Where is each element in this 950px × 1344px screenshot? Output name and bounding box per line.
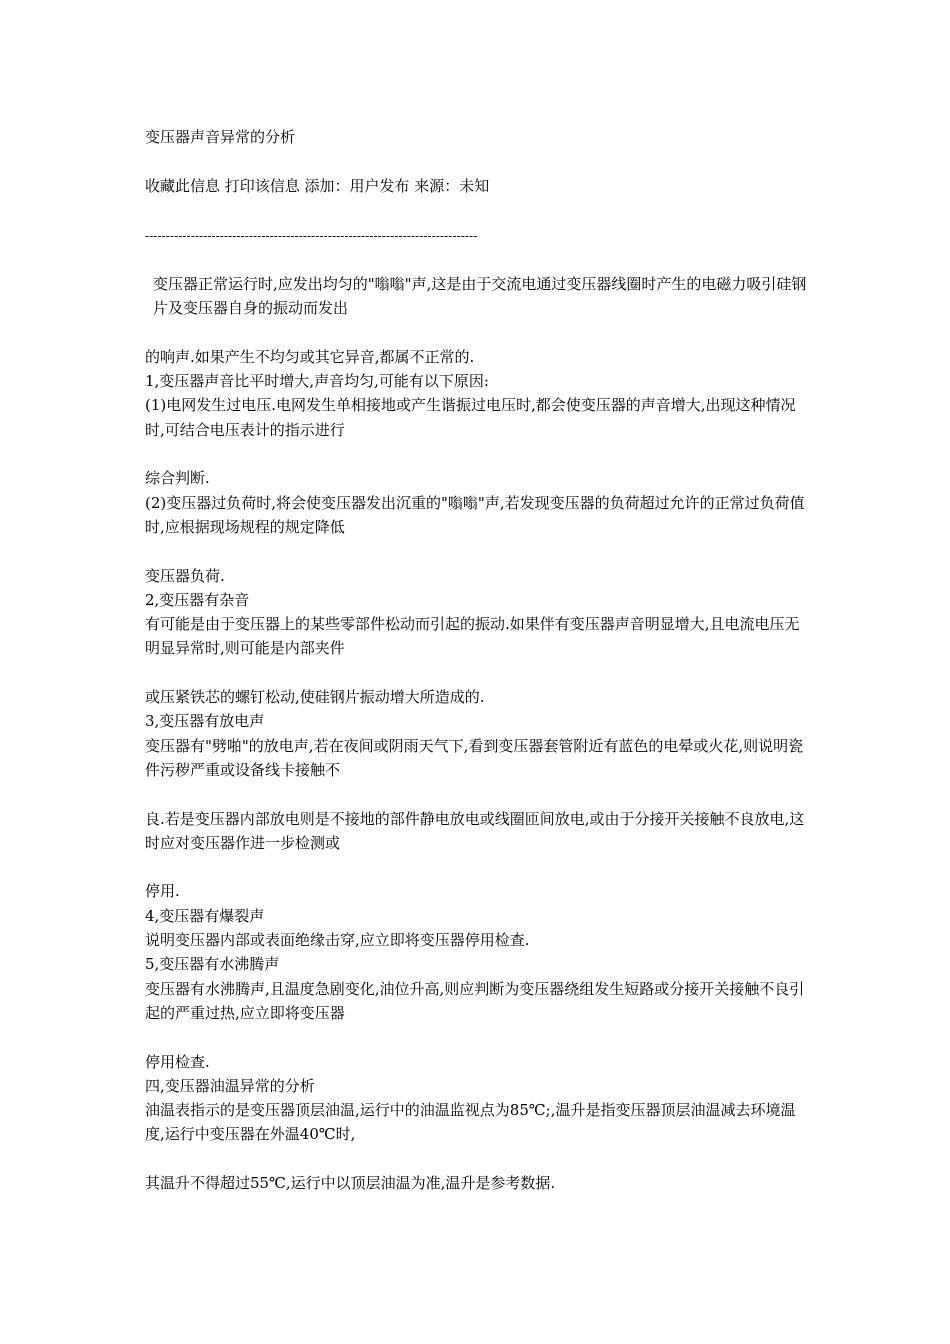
- section-heading: 1,变压器声音比平时增大,声音均匀,可能有以下原因:: [145, 372, 489, 391]
- paragraph: 良.若是变压器内部放电则是不接地的部件静电放电或线圈匝间放电,或由于分接开关接触不良放电,这时应对变压器作进一步检测或: [145, 809, 805, 852]
- paragraph: 变压器有水沸腾声,且温度急剧变化,油位升高,则应判断为变压器绕组发生短路或分接开关接触不良引起的严重过热,应立即将变压器: [145, 979, 805, 1022]
- paragraph: 其温升不得超过55℃,运行中以顶层油温为准,温升是参考数据.: [145, 1173, 556, 1192]
- paragraph: 综合判断.: [145, 469, 210, 488]
- paragraph: 的响声.如果产生不均匀或其它异音,都属不正常的.: [145, 347, 475, 366]
- article-body: [145, 272, 810, 1195]
- paragraph: 或压紧铁芯的螺钉松动,使硅钢片振动增大所造成的.: [145, 688, 485, 707]
- section-heading: 4,变压器有爆裂声: [145, 906, 265, 925]
- paragraph: 停用检查.: [145, 1052, 210, 1071]
- divider-line: --------------------------------------------------------------------------------: [145, 229, 478, 243]
- paragraph: (2)变压器过负荷时,将会使变压器发出沉重的"嗡嗡"声,若发现变压器的负荷超过允许的正常过负荷值时,应根据现场规程的规定降低: [145, 493, 805, 536]
- paragraph: 变压器负荷.: [145, 566, 225, 585]
- paragraph: 说明变压器内部或表面绝缘击穿,应立即将变压器停用检查.: [145, 931, 530, 950]
- paragraph: 停用.: [145, 882, 180, 901]
- paragraph: 油温表指示的是变压器顶层油温,运行中的油温监视点为85℃;,温升是指变压器顶层油温减去环境温度,运行中变压器在外温40℃时,: [145, 1101, 796, 1144]
- section-heading: 四,变压器油温异常的分析: [145, 1076, 315, 1095]
- paragraph: (1)电网发生过电压.电网发生单相接地或产生谐振过电压时,都会使变压器的声音增大,出现这种情况时,可结合电压表计的指示进行: [145, 396, 796, 439]
- section-heading: 3,变压器有放电声: [145, 712, 265, 731]
- section-heading: 5,变压器有水沸腾声: [145, 955, 280, 974]
- paragraph: 变压器正常运行时,应发出均匀的"嗡嗡"声,这是由于交流电通过变压器线圈时产生的电磁力吸引硅钢片及变压器自身的振动而发出: [153, 275, 807, 318]
- section-heading: 2,变压器有杂音: [145, 590, 250, 609]
- paragraph: 有可能是由于变压器上的某些零部件松动而引起的振动.如果伴有变压器声音明显增大,且电流电压无明显异常时,则可能是内部夹件: [145, 615, 800, 658]
- article-title: 变压器声音异常的分析: [145, 128, 296, 146]
- article-meta: 收藏此信息 打印该信息 添加：用户发布 来源：未知: [145, 177, 490, 195]
- paragraph: 变压器有"劈啪"的放电声,若在夜间或阴雨天气下,看到变压器套管附近有蓝色的电晕或火花,则说明瓷件污秽严重或设备线卡接触不: [145, 736, 804, 779]
